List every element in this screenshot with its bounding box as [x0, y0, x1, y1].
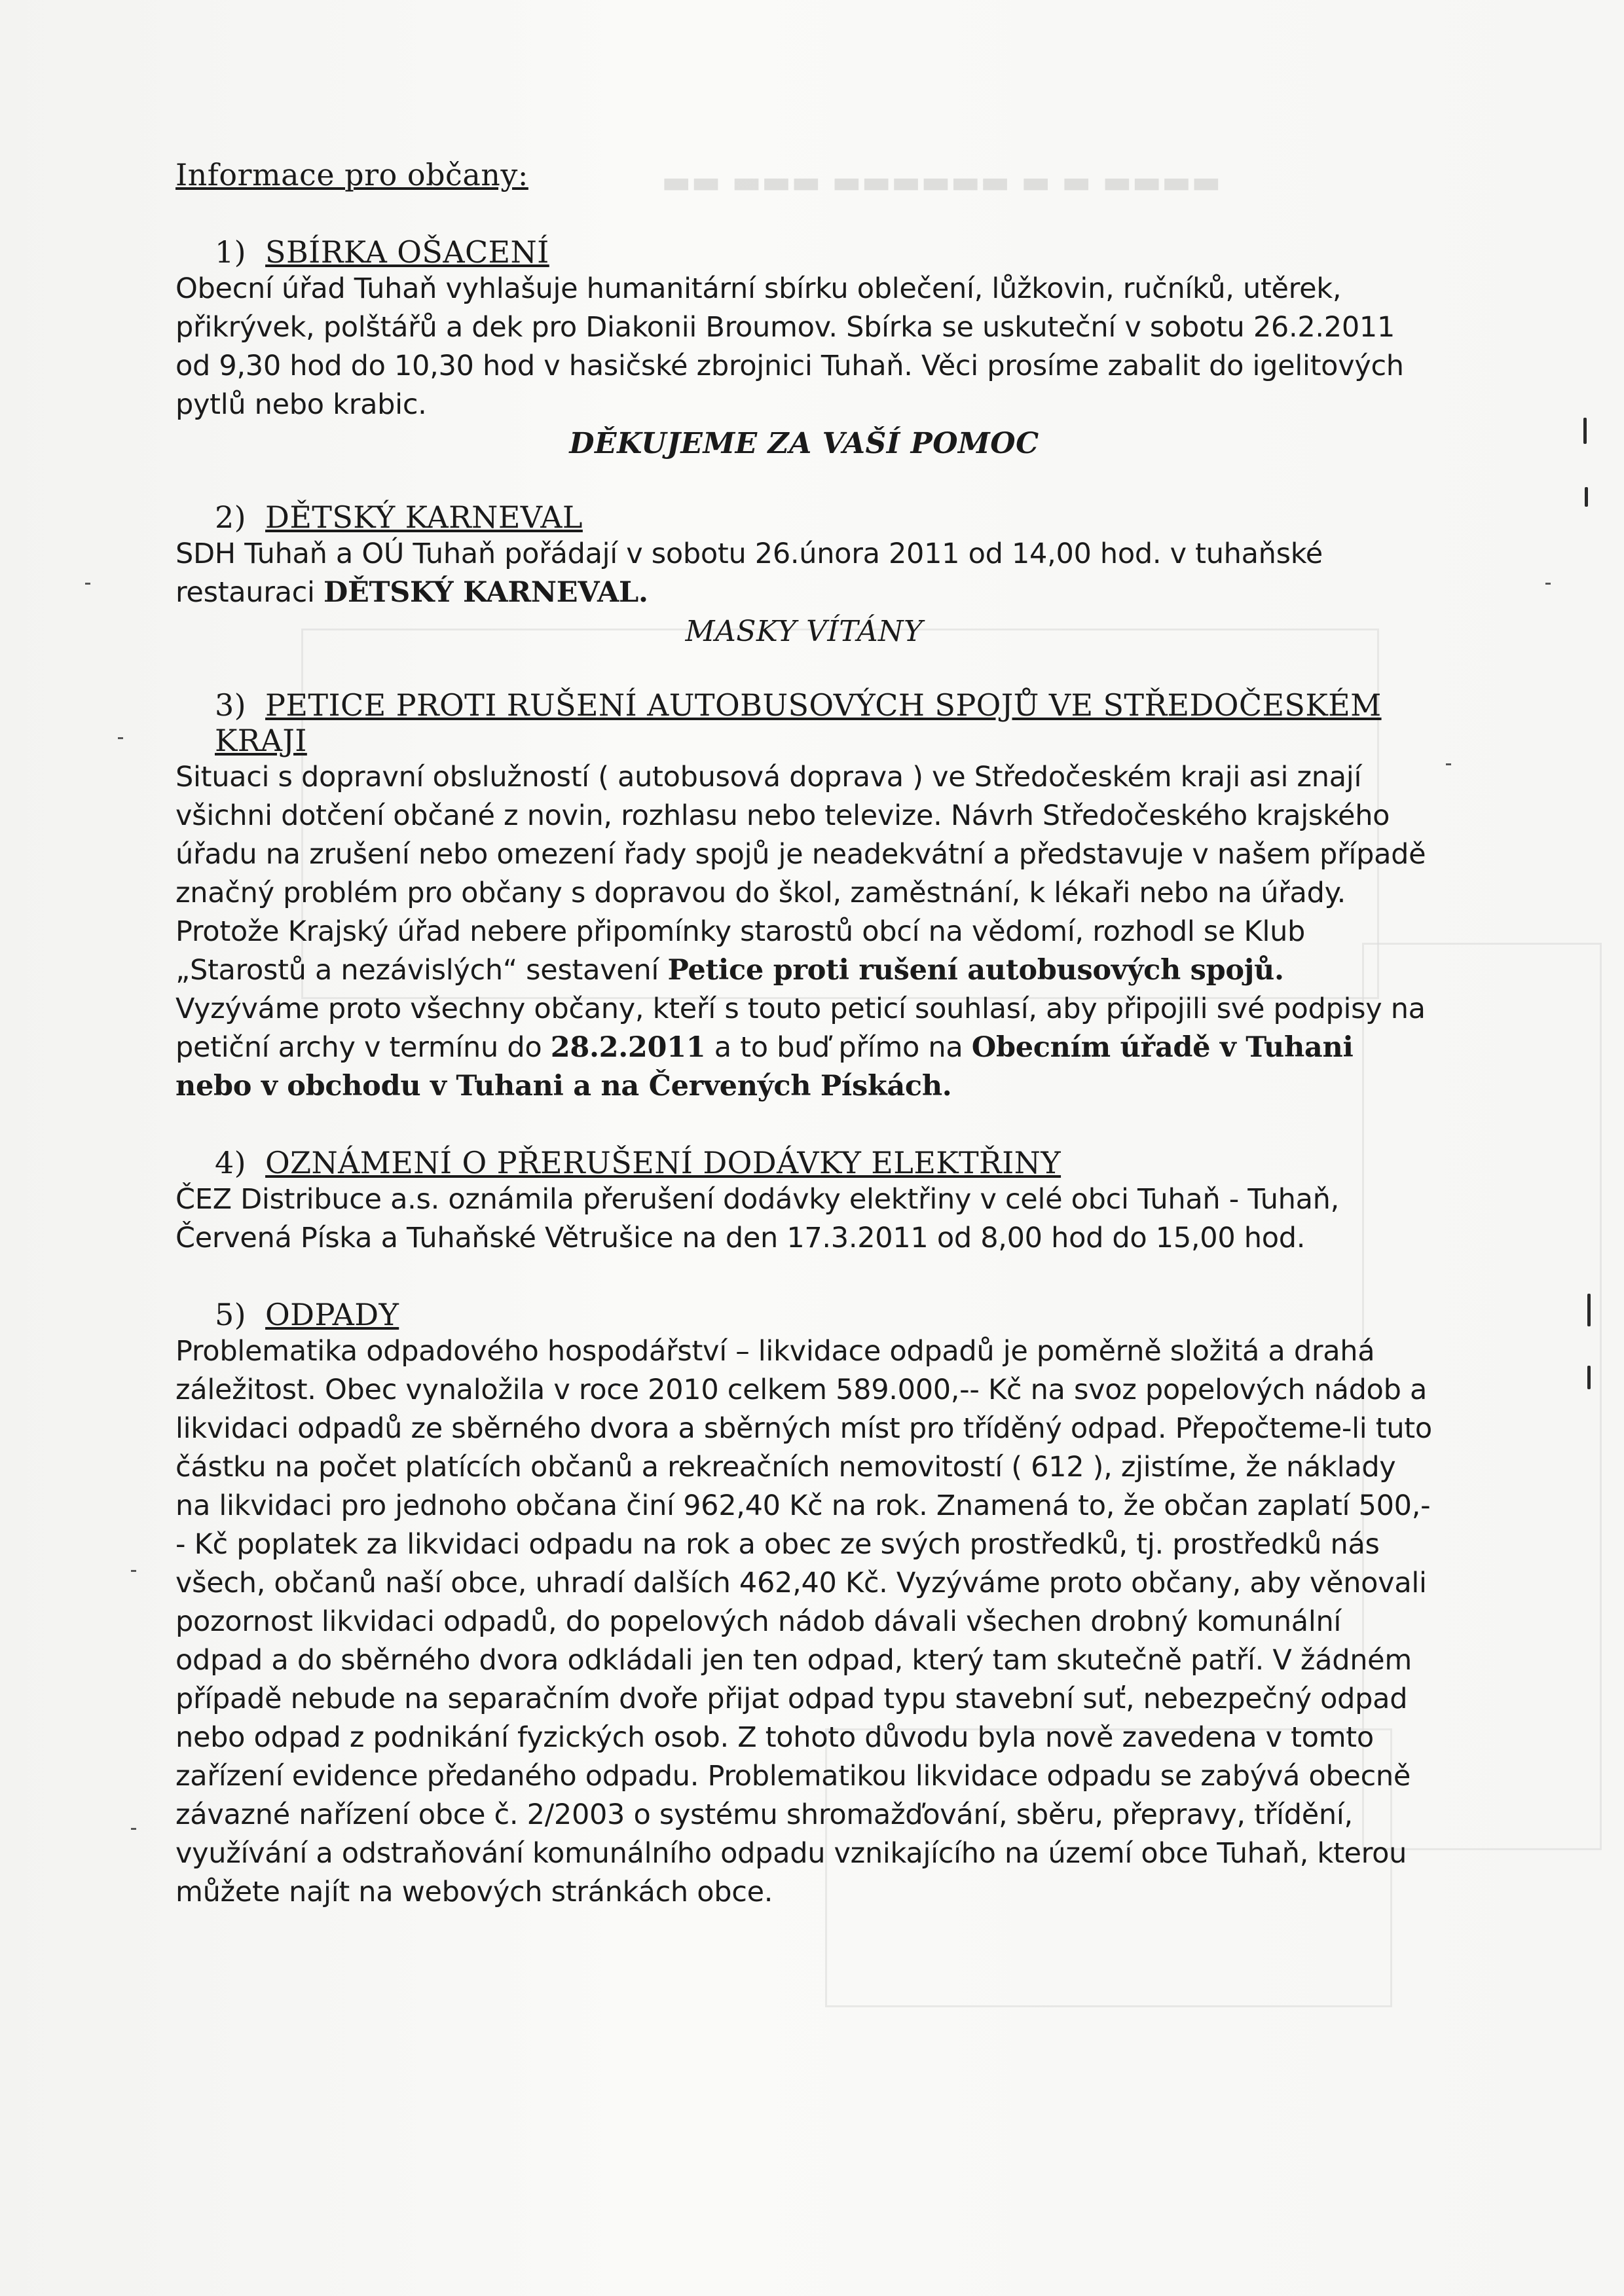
section-body: ČEZ Distribuce a.s. oznámila přerušení dodávky elektřiny v celé obci Tuhaň - Tuhaň, Červená Píska a Tuhaňské Větrušice na den 17.3.2011 od 8,00 hod do 15,00 hod. [175, 1183, 1340, 1254]
section-number: 2) [215, 500, 247, 535]
body-bold-run: 28.2.2011 [550, 1031, 706, 1064]
section-waste [175, 1297, 1433, 1912]
section-body: Problematika odpadového hospodářství – likvidace odpadů je poměrně složitá a drahá záležitost. Obec vynaložila v roce 2010 celkem 589.000,-- Kč na svoz popelových nádob a likvidaci odpadů ze sběrného dvora a sběrných míst pro tříděný odpad. Přepočteme-li tuto částku na počet platících občanů a rekreačních nemovitostí ( 612 ), zjistíme, že náklady na likvidaci pro jednoho občana činí 962,40 Kč na rok. Znamená to, že občan zaplatí 500,-- Kč poplatek za likvidaci odpadu na rok a obec ze svých prostředků, tj. prostředků nás všech, občanů naší obce, uhradí dalších 462,40 Kč. Vyzýváme proto občany, aby věnovali pozornost likvidaci odpadů, do popelových nádob dávali všechen drobný komunální odpad a do sběrného dvora odkládali jen ten odpad, který tam skutečně patří. V žádném případě nebude na separačním dvoře přijat odpad typu stavební suť, nebezpečný odpad nebo odpad z podnikání fyzických osob. Z tohoto důvodu byla nově zavedena v tomto zařízení evidence předaného odpadu. Problematikou likvidace odpadu se zabývá obecně závazné nařízení obce č. 2/2003 o systému shromažďování, sběru, přepravy, třídění, využívání a odstraňování komunálního odpadu vznikajícího na území obce Tuhaň, kterou můžete najít na webových stránkách obce. [175, 1335, 1432, 1908]
edge-mark [1587, 1294, 1591, 1326]
show-through-text: ▬▬▬▬ ▬ ▬ ▬▬▬▬▬▬ ▬▬▬ ▬▬ [661, 164, 1221, 200]
edge-mark [1583, 418, 1587, 444]
section-number: 1) [215, 234, 247, 270]
section-power-outage [175, 1145, 1433, 1258]
body-text-run: a to buď přímo na [705, 1031, 972, 1064]
section-title [175, 1297, 1433, 1332]
body-text-run: Situaci s dopravní obslužností ( autobusová doprava ) ve Středočeském kraji asi znají všichni dotčení občané z novin, rozhlasu nebo televize. Návrh Středočeského krajského úřadu na zrušení nebo omezení řady spojů je neadekvátní a představuje v našem případě značný problém pro občany s dopravou do škol, zaměstnání, k lékaři nebo na úřady. Protože Krajský úřad nebere připomínky starostů obcí na vědomí, rozhodl se Klub „Starostů a nezávislých“ sestavení [175, 761, 1426, 987]
page-heading: Informace pro občany: [175, 157, 528, 192]
body-bold-run: Petice proti rušení autobusových spojů. [667, 954, 1284, 987]
section-title [175, 1145, 1433, 1180]
section-title-text: PETICE PROTI RUŠENÍ AUTOBUSOVÝCH SPOJŮ VE STŘEDOČESKÉM KRAJI [215, 687, 1382, 758]
section-childrens-carnival [175, 500, 1433, 648]
section-number: 4) [215, 1145, 247, 1180]
edge-dot [118, 737, 123, 739]
section-note: MASKY VÍTÁNY [685, 615, 923, 648]
section-clothing-collection [175, 234, 1433, 460]
section-number: 5) [215, 1297, 247, 1332]
section-body [175, 535, 1433, 612]
edge-mark [1587, 1366, 1591, 1389]
section-bus-petition [175, 687, 1433, 1106]
document-body [175, 157, 1433, 1951]
section-body: Obecní úřad Tuhaň vyhlašuje humanitární sbírku oblečení, lůžkovin, ručníků, utěrek, přikrývek, polštářů a dek pro Diakonii Broumov. Sbírka se uskuteční v sobotu 26.2.2011 od 9,30 hod do 10,30 hod v hasičské zbrojnici Tuhaň. Věci prosíme zabalit do igelitových pytlů nebo krabic. [175, 272, 1404, 421]
section-title-text: SBÍRKA OŠACENÍ [265, 234, 549, 270]
section-title-text: DĚTSKÝ KARNEVAL [265, 500, 583, 535]
section-title-text: ODPADY [265, 1297, 399, 1332]
body-text-run: Vyzýváme proto všechny občany, kteří s touto peticí souhlasí, aby připojili své podpisy na petiční archy v termínu do [175, 993, 1426, 1064]
edge-dot [85, 583, 90, 585]
section-body [175, 758, 1433, 1106]
section-note: DĚKUJEME ZA VAŠÍ POMOC [569, 427, 1039, 460]
edge-dot [131, 1570, 136, 1572]
edge-dot [131, 1828, 136, 1830]
section-title [175, 500, 1433, 535]
edge-dot [1545, 583, 1551, 585]
section-title [175, 687, 1433, 758]
section-title [175, 234, 1433, 270]
edge-dot [1446, 763, 1451, 765]
body-bold-run: DĚTSKÝ KARNEVAL. [323, 576, 648, 609]
body-bold-run: Obecním úřadě v Tuhani nebo v obchodu v Tuhani a na Červených Pískách. [175, 1031, 1354, 1102]
body-text-run: SDH Tuhaň a OÚ Tuhaň pořádají v sobotu 26.února 2011 od 14,00 hod. v tuhaňské restauraci [175, 538, 1323, 609]
edge-mark [1585, 487, 1588, 507]
section-number: 3) [215, 687, 247, 723]
section-title-text: OZNÁMENÍ O PŘERUŠENÍ DODÁVKY ELEKTŘINY [265, 1145, 1061, 1180]
